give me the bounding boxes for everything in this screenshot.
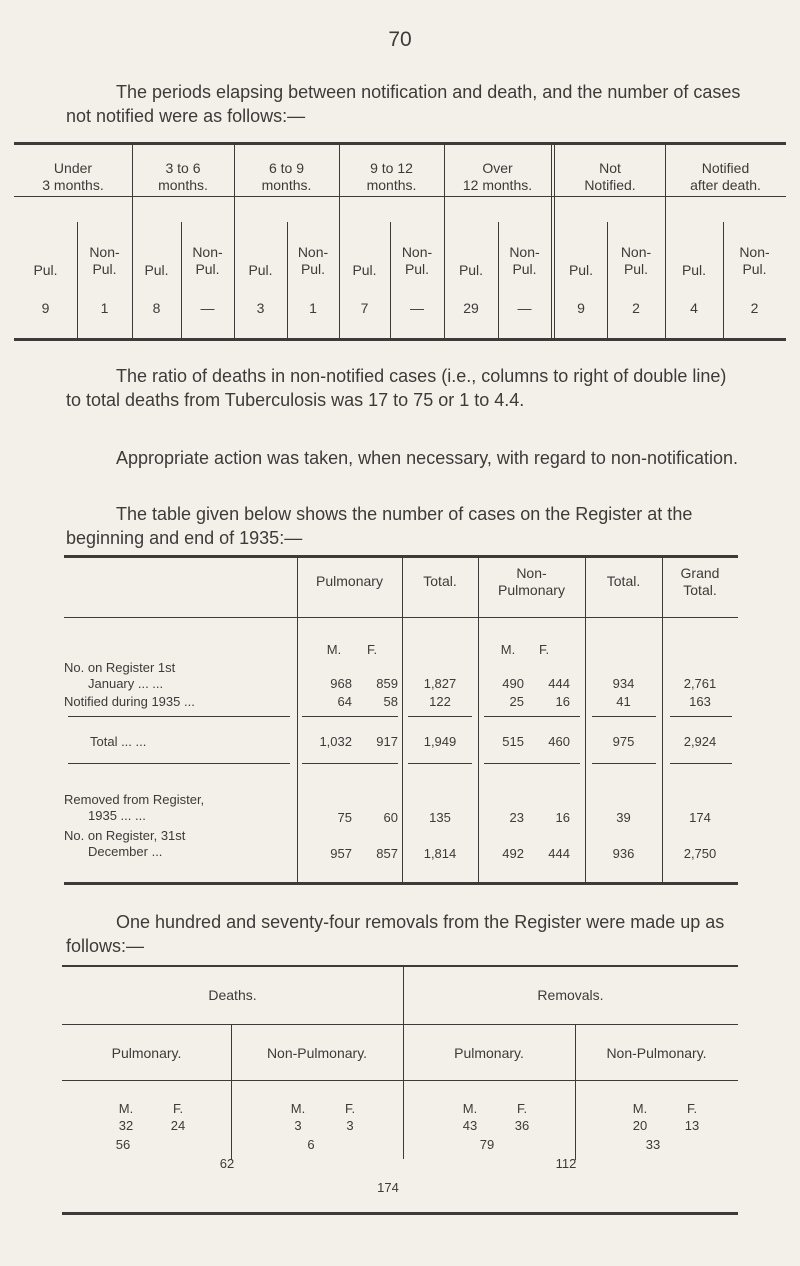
subheader-non-pul: Non- Pul. <box>401 244 433 277</box>
subheader-non-pul: Non- Pul. <box>509 244 540 277</box>
table1-value: 9 <box>41 300 50 316</box>
removals-intro-paragraph: One hundred and seventy-four removals from the Register were made up as follows:— <box>66 912 725 956</box>
cell-pulmonary-m: 1,032 <box>319 734 352 749</box>
cell-total: 39 <box>616 810 631 825</box>
subheader-pul: Pul. <box>352 262 377 278</box>
header-deaths-pulmonary: Pulmonary. <box>111 1045 182 1061</box>
cell-grand-total: 163 <box>689 694 711 709</box>
cell-total: 975 <box>612 734 635 749</box>
cell-non-pulmonary-m: 25 <box>509 694 524 709</box>
m-label: M. <box>118 1101 134 1116</box>
m-label: M. <box>632 1101 648 1116</box>
table1-top-rule <box>14 142 786 145</box>
subheader-non-pul: Non- Pul. <box>192 244 223 277</box>
header-notified-after-death: Notified after death. <box>690 160 761 193</box>
cell-non-pulmonary-f: 16 <box>555 810 570 825</box>
intro-paragraph: The periods elapsing between notification and death, and the number of cases not notified were as follows:— <box>66 82 741 126</box>
cell-total: 936 <box>612 846 635 861</box>
cell-total: 41 <box>616 694 631 709</box>
header-removals: Removals. <box>537 987 604 1003</box>
removals-pulmonary-f: 36 <box>514 1118 530 1133</box>
cell-grand-total: 2,750 <box>683 846 717 861</box>
subheader-pul: Pul. <box>458 262 484 278</box>
subheader-pul: Pul. <box>33 262 58 278</box>
table1-value: 1 <box>309 300 317 316</box>
header-deaths-non-pulmonary: Non-Pulmonary. <box>266 1045 368 1061</box>
removals-non-pulmonary-m: 20 <box>632 1118 648 1133</box>
table1-value: 8 <box>152 300 161 316</box>
cell-pulmonary-f: 58 <box>383 694 398 709</box>
m-label: M. <box>462 1101 478 1116</box>
row-label-removed: Removed from Register, 1935 ... ... <box>64 792 205 823</box>
header-under-3-months: Under 3 months. <box>42 160 104 193</box>
table1-value: — <box>410 300 424 316</box>
cell-pulmonary-f: 60 <box>383 810 398 825</box>
m-label: M. <box>500 642 516 657</box>
table1-header-divider <box>14 196 786 197</box>
table1-value: — <box>200 300 215 316</box>
cell-pulmonary-f: 857 <box>376 846 398 861</box>
header-over-12-months: Over 12 months. <box>462 160 533 193</box>
f-label: F. <box>172 1101 184 1116</box>
table1-bottom-rule <box>14 338 786 341</box>
f-label: F. <box>344 1101 356 1116</box>
f-label: F. <box>538 642 550 657</box>
subheader-non-pul: Non- Pul. <box>620 244 652 277</box>
row-label-register-end: No. on Register, 31st December ... <box>64 828 186 859</box>
removals-pulmonary-m: 43 <box>462 1118 478 1133</box>
table1-value: 29 <box>463 300 479 316</box>
cell-non-pulmonary-f: 16 <box>555 694 570 709</box>
cell-total: 122 <box>429 694 451 709</box>
header-pulmonary: Pulmonary <box>316 573 383 589</box>
header-total: Total. <box>423 573 457 589</box>
f-label: F. <box>686 1101 698 1116</box>
removals-pulmonary-sum: 79 <box>479 1137 495 1152</box>
cell-grand-total: 2,924 <box>683 734 717 749</box>
cell-non-pulmonary-m: 515 <box>502 734 524 749</box>
cell-pulmonary-f: 917 <box>376 734 398 749</box>
row-label-notified: Notified during 1935 ... <box>64 694 195 709</box>
cell-non-pulmonary-m: 23 <box>509 810 524 825</box>
table1-value: 7 <box>360 300 369 316</box>
register-intro-paragraph: The table given below shows the number of cases on the Register at the beginning and end of 1935:— <box>66 504 693 548</box>
cell-non-pulmonary-m: 490 <box>502 676 524 691</box>
subheader-pul: Pul. <box>248 262 273 278</box>
header-9-to-12-months: 9 to 12 months. <box>366 160 417 193</box>
cell-grand-total: 174 <box>689 810 711 825</box>
header-non-pulmonary: Non- Pulmonary <box>498 565 565 598</box>
table1-value: 2 <box>632 300 640 316</box>
header-removals-non-pulmonary: Non-Pulmonary. <box>606 1045 707 1061</box>
cell-non-pulmonary-f: 444 <box>548 846 570 861</box>
header-total: Total. <box>606 573 641 589</box>
page-number: 70 <box>388 28 412 51</box>
ratio-paragraph: The ratio of deaths in non-notified cases (i.e., columns to right of double line) to total deaths from Tuberculosis was 17 to 75 or 1 to 4.4. <box>66 366 727 410</box>
table1-value: 3 <box>256 300 265 316</box>
subheader-non-pul: Non- Pul. <box>297 244 329 277</box>
removals-non-pulmonary-sum: 33 <box>645 1137 661 1152</box>
cell-total: 934 <box>612 676 635 691</box>
f-label: F. <box>366 642 378 657</box>
cell-pulmonary-m: 968 <box>330 676 352 691</box>
deaths-pulmonary-f: 24 <box>170 1118 186 1133</box>
cell-grand-total: 2,761 <box>683 676 717 691</box>
removals-non-pulmonary-f: 13 <box>684 1118 700 1133</box>
cell-pulmonary-m: 64 <box>337 694 352 709</box>
cell-pulmonary-m: 957 <box>330 846 352 861</box>
cell-non-pulmonary-f: 460 <box>548 734 570 749</box>
header-removals-pulmonary: Pulmonary. <box>454 1045 524 1061</box>
table1-value: — <box>517 300 532 316</box>
cell-total: 1,827 <box>423 676 457 691</box>
header-not-notified: Not Notified. <box>584 160 636 193</box>
row-label-total: Total ... ... <box>90 734 147 749</box>
cell-non-pulmonary-f: 444 <box>548 676 570 691</box>
f-label: F. <box>516 1101 528 1116</box>
subheader-pul: Pul. <box>144 262 169 278</box>
table1-value: 2 <box>750 300 759 316</box>
m-label: M. <box>326 642 342 657</box>
deaths-pulmonary-m: 32 <box>118 1118 134 1133</box>
subheader-pul: Pul. <box>681 262 707 278</box>
header-6-to-9-months: 6 to 9 months. <box>261 160 312 193</box>
deaths-non-pulmonary-f: 3 <box>346 1118 354 1133</box>
header-3-to-6-months: 3 to 6 months. <box>158 160 208 193</box>
deaths-total: 62 <box>219 1156 235 1171</box>
subheader-pul: Pul. <box>568 262 594 278</box>
removals-grand-total: 174 <box>377 1180 399 1195</box>
subheader-non-pul: Non- Pul. <box>89 244 120 277</box>
table1-value: 1 <box>100 300 109 316</box>
header-deaths: Deaths. <box>208 987 257 1003</box>
row-label-register-start: No. on Register 1st January ... ... <box>64 660 176 691</box>
cell-pulmonary-m: 75 <box>337 810 352 825</box>
cell-pulmonary-f: 859 <box>376 676 398 691</box>
deaths-pulmonary-sum: 56 <box>115 1137 131 1152</box>
removals-total: 112 <box>555 1156 577 1171</box>
header-grand-total: Grand Total. <box>680 565 720 598</box>
cell-non-pulmonary-m: 492 <box>502 846 524 861</box>
cell-total: 1,814 <box>423 846 457 861</box>
action-paragraph: Appropriate action was taken, when necessary, with regard to non-notification. <box>116 448 739 468</box>
table1-value: 9 <box>577 300 585 316</box>
subheader-non-pul: Non- Pul. <box>739 244 770 277</box>
cell-total: 1,949 <box>423 734 457 749</box>
deaths-non-pulmonary-sum: 6 <box>307 1137 315 1152</box>
deaths-non-pulmonary-m: 3 <box>294 1118 302 1133</box>
cell-total: 135 <box>429 810 451 825</box>
table1-value: 4 <box>690 300 698 316</box>
m-label: M. <box>290 1101 306 1116</box>
